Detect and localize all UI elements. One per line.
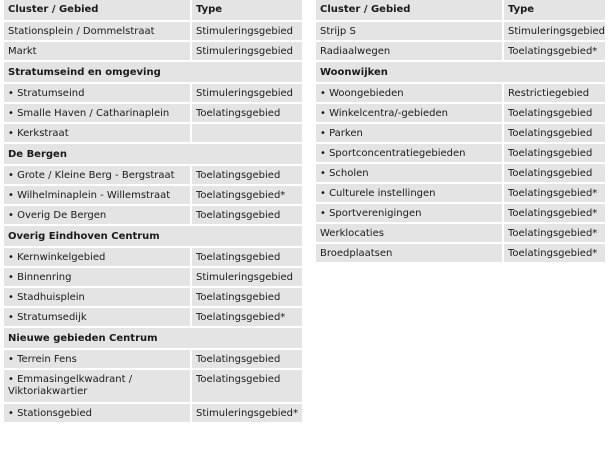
table-row xyxy=(4,104,302,124)
type-cell: Toelatingsgebied xyxy=(504,144,605,164)
table-row xyxy=(4,268,302,288)
cluster-cell: • Kerkstraat xyxy=(4,124,192,144)
type-cell: Stimuleringsgebied xyxy=(192,22,302,42)
table-row xyxy=(4,22,302,42)
type-cell: Stimuleringsgebied xyxy=(192,268,302,288)
cluster-cell: • Kernwinkelgebied xyxy=(4,248,192,268)
type-cell: Stimuleringsgebied* xyxy=(192,404,302,424)
cluster-cell: • Wilhelminaplein - Willemstraat xyxy=(4,186,192,206)
cluster-cell: • Binnenring xyxy=(4,268,192,288)
table-row xyxy=(4,404,302,424)
table-row xyxy=(4,166,302,186)
cluster-cell: • Woongebieden xyxy=(316,84,504,104)
cluster-cell: Werklocaties xyxy=(316,224,504,244)
type-cell: Toelatingsgebied xyxy=(192,350,302,370)
type-cell: Toelatingsgebied xyxy=(504,124,605,144)
section-heading: Woonwijken xyxy=(316,62,605,84)
table-row xyxy=(4,350,302,370)
header-row xyxy=(316,0,605,22)
table-row xyxy=(316,104,605,124)
table-row xyxy=(316,244,605,264)
right-policy-table xyxy=(316,0,605,264)
table-row xyxy=(4,84,302,104)
type-cell: Toelatingsgebied xyxy=(192,166,302,186)
type-column-header: Type xyxy=(504,0,605,22)
table-row xyxy=(316,144,605,164)
right-table-body xyxy=(316,22,605,264)
cluster-cell: Stationsplein / Dommelstraat xyxy=(4,22,192,42)
table-row xyxy=(316,224,605,244)
cluster-column-header: Cluster / Gebied xyxy=(4,0,192,22)
type-cell: Toelatingsgebied xyxy=(192,288,302,308)
cluster-cell: • Stadhuisplein xyxy=(4,288,192,308)
type-cell: Stimuleringsgebied xyxy=(192,84,302,104)
cluster-cell: • Overig De Bergen xyxy=(4,206,192,226)
cluster-cell: • Grote / Kleine Berg - Bergstraat xyxy=(4,166,192,186)
table-row xyxy=(316,204,605,224)
cluster-cell: Markt xyxy=(4,42,192,62)
type-cell xyxy=(192,124,302,144)
section-row xyxy=(316,62,605,84)
cluster-cell: Strijp S xyxy=(316,22,504,42)
left-table-body xyxy=(4,22,302,424)
type-cell: Toelatingsgebied xyxy=(192,206,302,226)
cluster-cell: • Stratumseind xyxy=(4,84,192,104)
header-row xyxy=(4,0,302,22)
type-cell: Toelatingsgebied xyxy=(192,248,302,268)
table-row xyxy=(316,42,605,62)
cluster-cell: • Sportverenigingen xyxy=(316,204,504,224)
section-row xyxy=(4,226,302,248)
section-heading: De Bergen xyxy=(4,144,302,166)
type-cell: Toelatingsgebied* xyxy=(504,184,605,204)
type-cell: Restrictiegebied xyxy=(504,84,605,104)
table-row xyxy=(4,186,302,206)
cluster-cell: Broedplaatsen xyxy=(316,244,504,264)
type-cell: Toelatingsgebied xyxy=(504,164,605,184)
cluster-cell: • Terrein Fens xyxy=(4,350,192,370)
type-cell: Toelatingsgebied* xyxy=(504,42,605,62)
table-row xyxy=(4,124,302,144)
cluster-cell: • Smalle Haven / Catharinaplein xyxy=(4,104,192,124)
type-cell: Toelatingsgebied xyxy=(192,370,302,404)
cluster-cell: • Stationsgebied xyxy=(4,404,192,424)
type-cell: Stimuleringsgebied xyxy=(504,22,605,42)
table-row xyxy=(316,164,605,184)
cluster-cell: • Emmasingelkwadrant / Viktoriakwartier xyxy=(4,370,192,404)
type-cell: Toelatingsgebied* xyxy=(192,308,302,328)
table-row xyxy=(4,248,302,268)
cluster-cell: • Sportconcentratiegebieden xyxy=(316,144,504,164)
left-policy-table xyxy=(4,0,302,424)
table-row xyxy=(316,84,605,104)
cluster-cell: • Scholen xyxy=(316,164,504,184)
type-cell: Toelatingsgebied* xyxy=(504,244,605,264)
table-row xyxy=(316,184,605,204)
cluster-cell: • Winkelcentra/-gebieden xyxy=(316,104,504,124)
type-cell: Stimuleringsgebied xyxy=(192,42,302,62)
cluster-cell: Radiaalwegen xyxy=(316,42,504,62)
section-row xyxy=(4,62,302,84)
cluster-cell: • Parken xyxy=(316,124,504,144)
table-row xyxy=(4,308,302,328)
type-cell: Toelatingsgebied* xyxy=(504,204,605,224)
section-row xyxy=(4,144,302,166)
table-row xyxy=(316,124,605,144)
type-cell: Toelatingsgebied xyxy=(504,104,605,124)
type-column-header: Type xyxy=(192,0,302,22)
table-row xyxy=(4,42,302,62)
section-row xyxy=(4,328,302,350)
table-row xyxy=(4,288,302,308)
table-row xyxy=(4,370,302,404)
type-cell: Toelatingsgebied xyxy=(192,104,302,124)
type-cell: Toelatingsgebied* xyxy=(504,224,605,244)
cluster-cell: • Stratumsedijk xyxy=(4,308,192,328)
section-heading: Overig Eindhoven Centrum xyxy=(4,226,302,248)
section-heading: Stratumseind en omgeving xyxy=(4,62,302,84)
section-heading: Nieuwe gebieden Centrum xyxy=(4,328,302,350)
table-row xyxy=(4,206,302,226)
table-row xyxy=(316,22,605,42)
cluster-cell: • Culturele instellingen xyxy=(316,184,504,204)
type-cell: Toelatingsgebied* xyxy=(192,186,302,206)
cluster-column-header: Cluster / Gebied xyxy=(316,0,504,22)
